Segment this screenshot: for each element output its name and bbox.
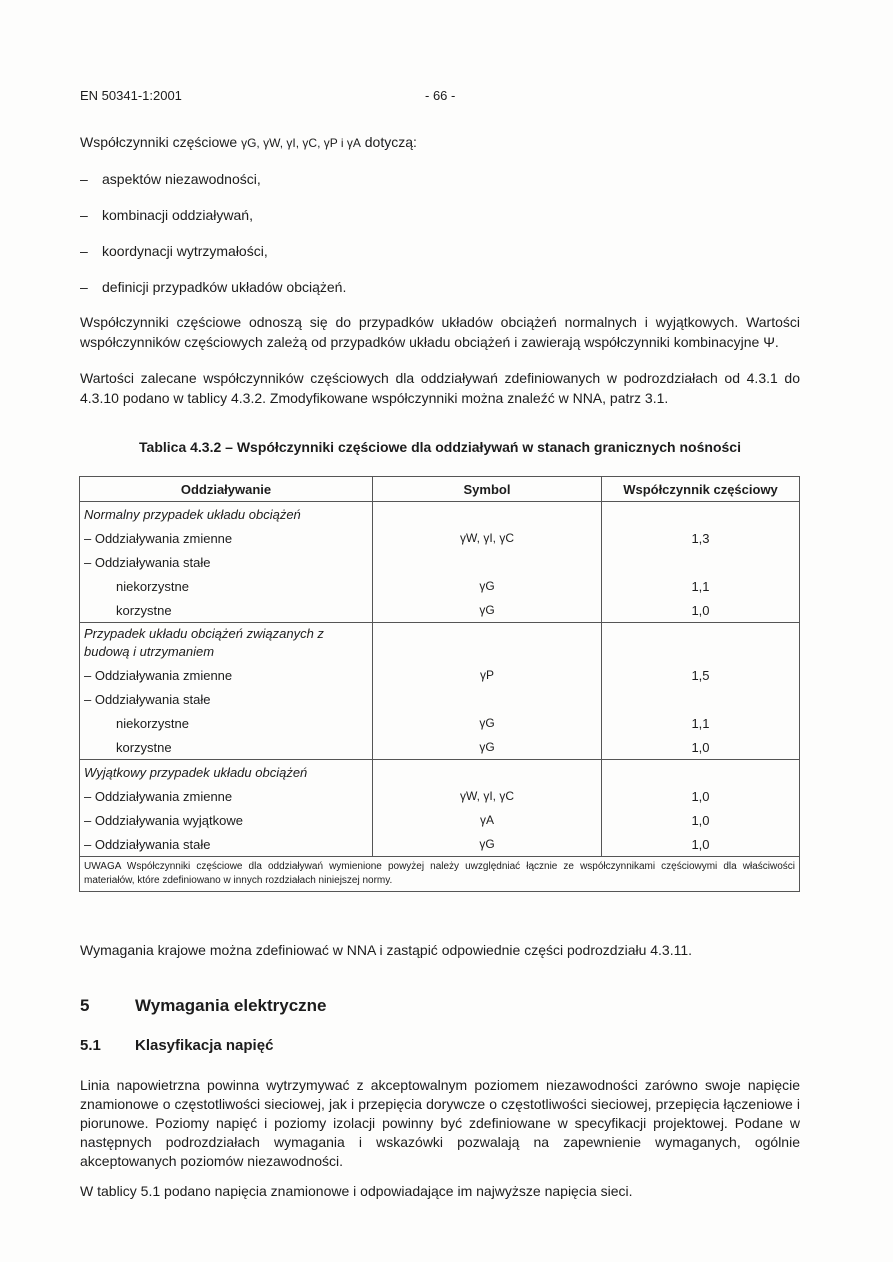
table-note: UWAGA Współczynniki częściowe dla oddziaływań wymienione powyżej należy uwzględniać łącznie ze współczynnikami częściowymi dla właściwości materiałów, które zdefiniowano w innych rozdziałach niniejszej normy. <box>80 857 800 892</box>
table-row: – Oddziaływania zmienne γP 1,5 <box>80 663 800 687</box>
table-group-title-row <box>80 502 800 527</box>
table-row: korzystne γG 1,0 <box>80 735 800 760</box>
table-row: – Oddziaływania zmienne γW, γI, γC 1,3 <box>80 526 800 550</box>
section-title: Klasyfikacja napięć <box>135 1037 274 1054</box>
section-number: 5.1 <box>80 1037 101 1054</box>
page-number: - 66 - <box>425 88 456 103</box>
paragraph-partial-factors: Współczynniki częściowe odnoszą się do przypadków układów obciążeń normalnych i wyjątkowych. Wartości współczynników częściowych zależą od przypadków układu obciążeń i zawierają współczynniki kombinacyjne Ψ. <box>80 314 800 350</box>
table-group-title-row <box>80 623 800 664</box>
table-row: niekorzystne γG 1,1 <box>80 711 800 735</box>
table-group-title-row <box>80 760 800 785</box>
table-row: – Oddziaływania stałe <box>80 687 800 711</box>
section-heading-5 <box>80 996 327 1016</box>
partial-factors-table <box>79 476 800 892</box>
list-item: – koordynacji wytrzymałości, <box>80 243 268 259</box>
paragraph-national-requirements: Wymagania krajowe można zdefiniować w NNA i zastąpić odpowiednie części podrozdziału 4.3.11. <box>80 942 693 958</box>
intro-symbols: γG, γW, γI, γC, γP i γA <box>241 136 361 150</box>
table-row: – Oddziaływania stałe <box>80 550 800 574</box>
bullet-list <box>80 171 346 315</box>
paragraph-voltage-requirements: Linia napowietrzna powinna wytrzymywać z akceptowalnym poziomem niezawodności zarówno swoje napięcie znamionowe o częstotliwości sieciowej, jak i przepięcia dorywcze o częstotliwości sieciowej, przepięcia łączeniowe i piorunowe. Poziomy napięć i poziomy izolacji powinny być zdefiniowane w specyfikacji projektowej. Podane w następnych podrozdziałach wymagania i wskazówki pozwalają na zapewnienie wymaganych, ogólnie akceptowanych poziomów niezawodności. <box>80 1077 800 1169</box>
section-heading-5-1 <box>80 1037 273 1054</box>
group-title: Normalny przypadek układu obciążeń <box>80 502 373 527</box>
section-title: Wymagania elektryczne <box>135 996 327 1015</box>
intro-text-end: dotyczą: <box>360 134 417 150</box>
table-row: korzystne γG 1,0 <box>80 598 800 623</box>
table-row: – Oddziaływania stałe γG 1,0 <box>80 832 800 857</box>
table-row: – Oddziaływania zmienne γW, γI, γC 1,0 <box>80 784 800 808</box>
column-header: Oddziaływanie <box>80 477 373 502</box>
table-note-row <box>80 857 800 892</box>
table-row: – Oddziaływania wyjątkowe γA 1,0 <box>80 808 800 832</box>
list-item: – definicji przypadków układów obciążeń. <box>80 279 347 295</box>
table-caption: Tablica 4.3.2 – Współczynniki częściowe dla oddziaływań w stanach granicznych nośności <box>139 439 741 455</box>
list-item: – kombinacji oddziaływań, <box>80 207 253 223</box>
intro-text: Współczynniki częściowe <box>80 134 242 150</box>
list-item: – aspektów niezawodności, <box>80 171 261 187</box>
group-title: Przypadek układu obciążeń związanych z budową i utrzymaniem <box>80 623 373 664</box>
column-header: Symbol <box>373 477 602 502</box>
paragraph-table-reference: W tablicy 5.1 podano napięcia znamionowe i odpowiadające im najwyższe napięcia sieci. <box>80 1183 633 1199</box>
intro-line <box>80 134 417 150</box>
group-title: Wyjątkowy przypadek układu obciążeń <box>80 760 373 785</box>
document-id: EN 50341-1:2001 <box>80 88 182 103</box>
column-header: Współczynnik częściowy <box>602 477 800 502</box>
section-number: 5 <box>80 996 90 1015</box>
table-header-row <box>80 477 800 502</box>
paragraph-recommended-values: Wartości zalecane współczynników częściowych dla oddziaływań zdefiniowanych w podrozdziałach od 4.3.1 do 4.3.10 podano w tablicy 4.3.2. Zmodyfikowane współczynniki można znaleźć w NNA, patrz 3.1. <box>80 370 800 406</box>
table-row: niekorzystne γG 1,1 <box>80 574 800 598</box>
